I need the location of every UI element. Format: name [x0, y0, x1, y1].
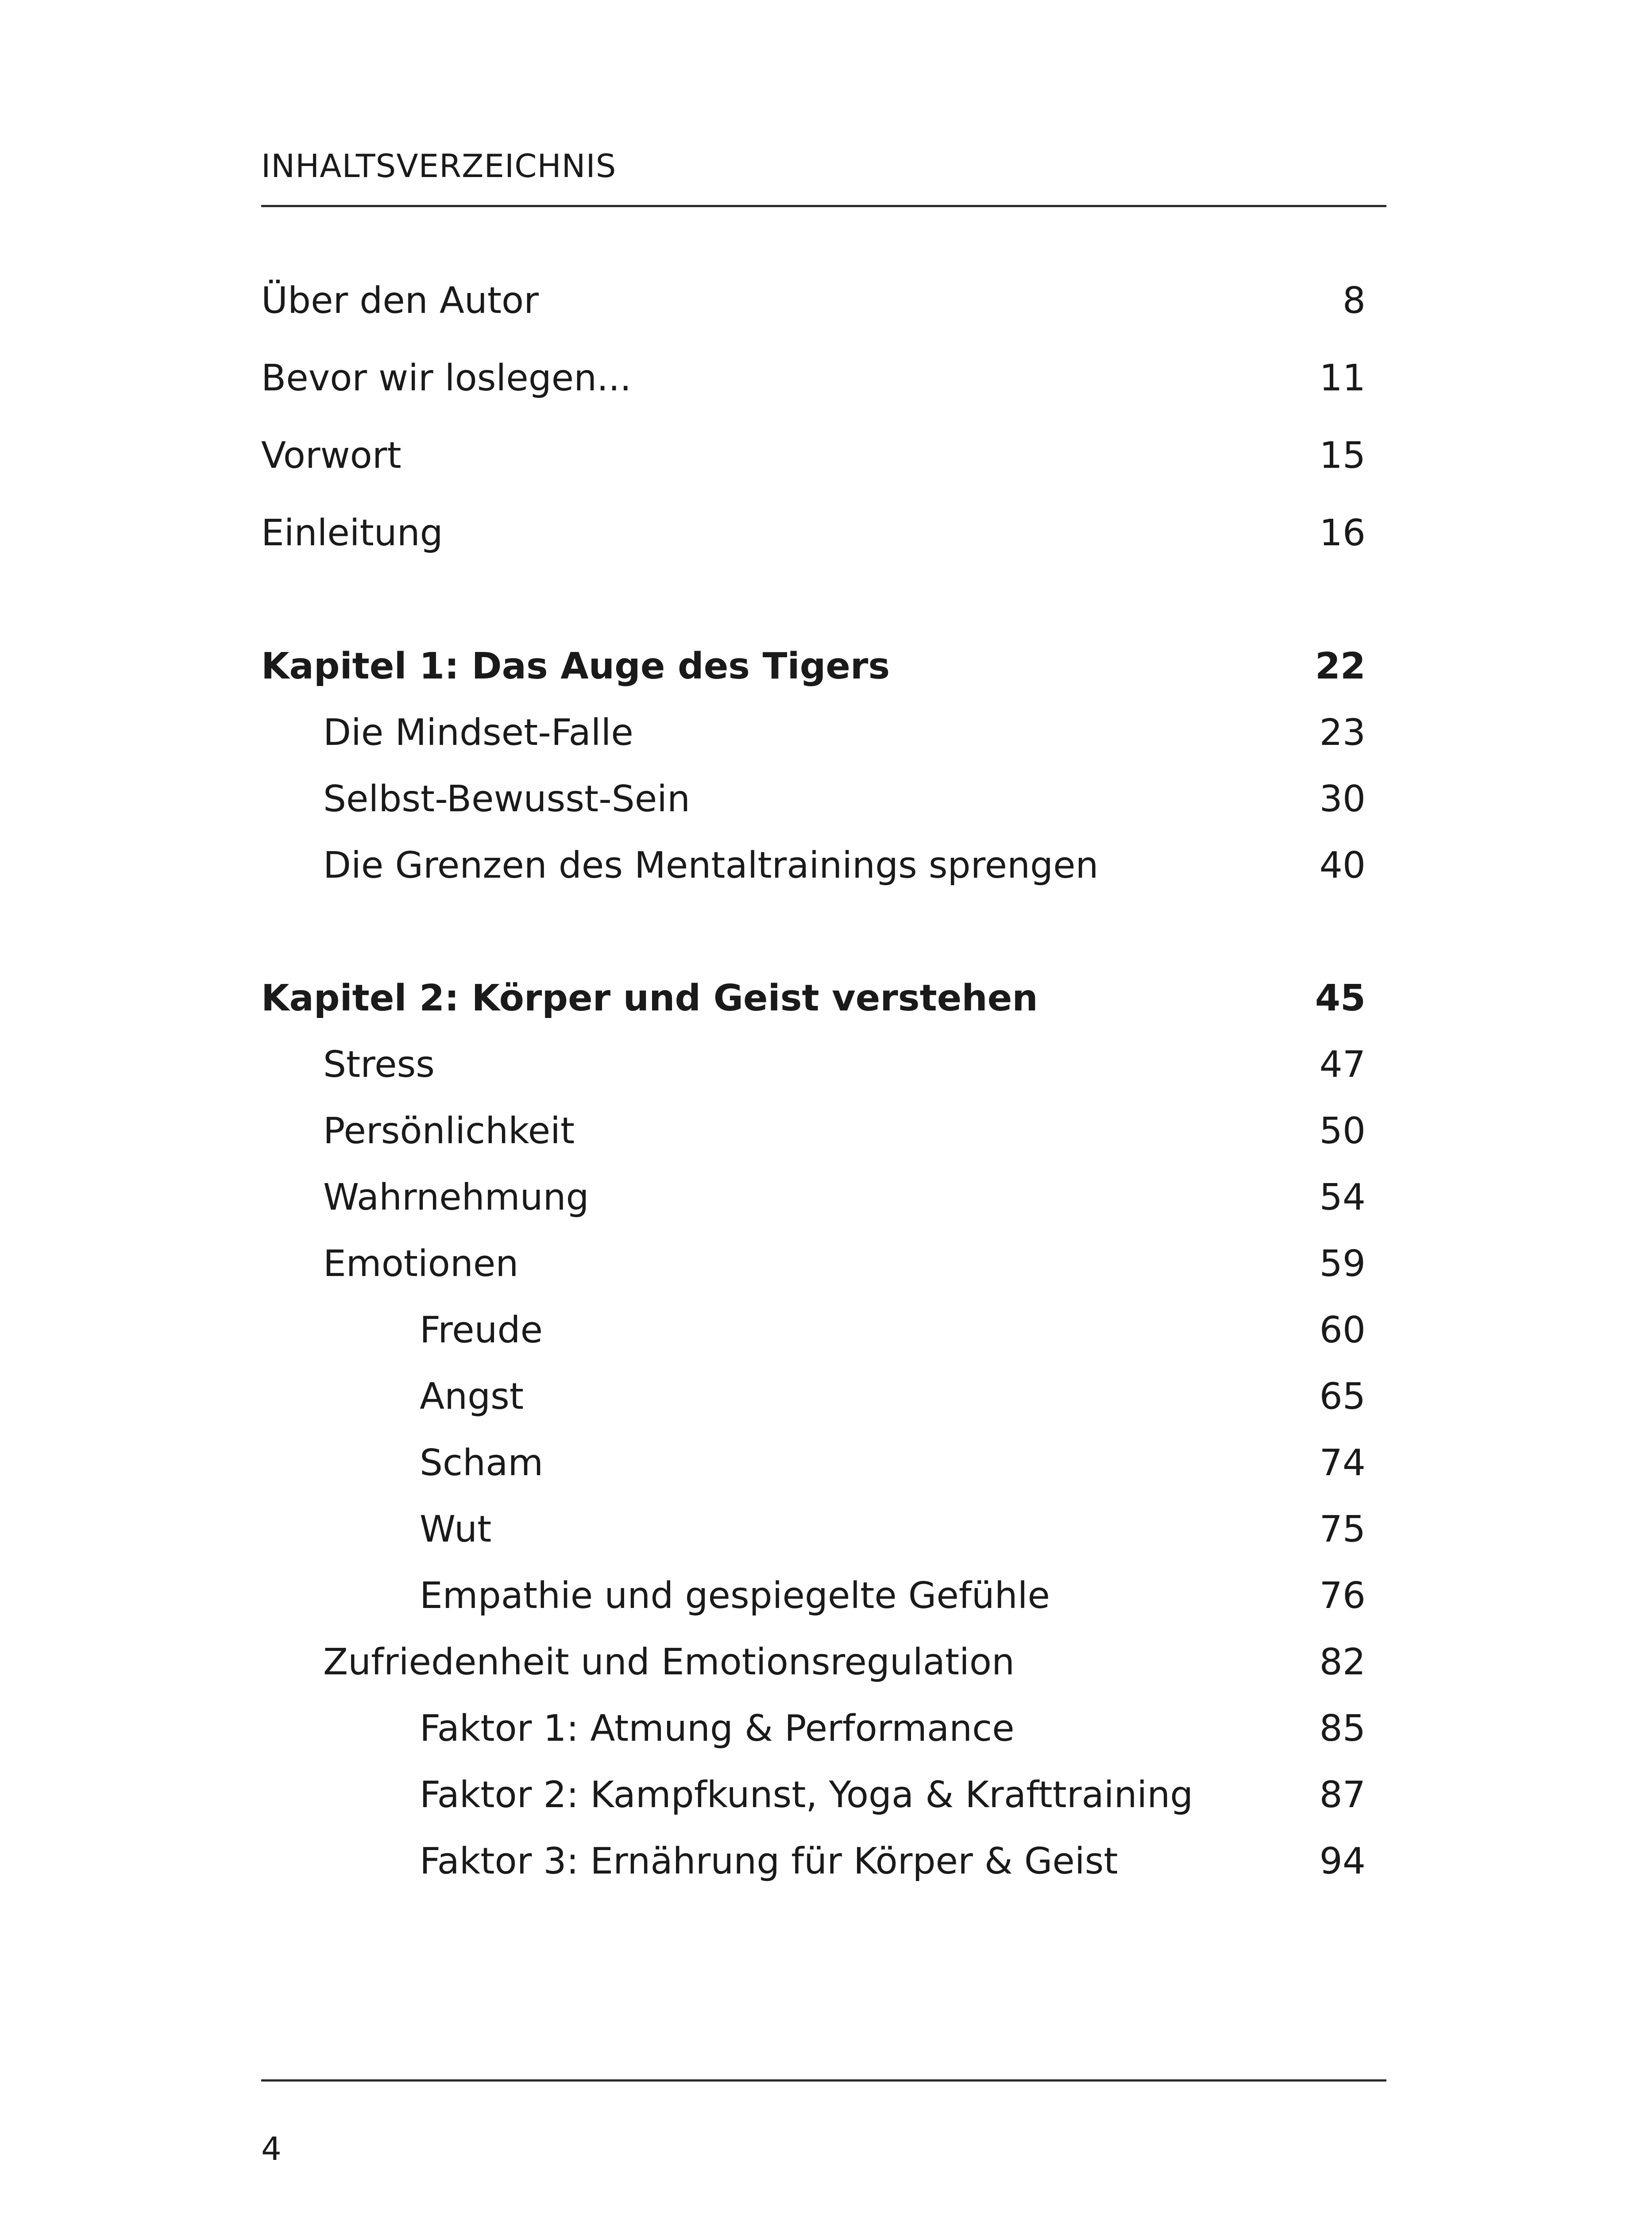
toc-entry-title: Faktor 2: Kampfkunst, Yoga & Krafttraining	[420, 1774, 1193, 1816]
chapter-page: 22	[1315, 645, 1366, 687]
chapter-page: 45	[1315, 977, 1366, 1019]
toc-entry-wut	[261, 1503, 1366, 1556]
header-divider	[261, 205, 1386, 207]
footer-divider	[261, 2079, 1386, 2082]
toc-entry-page: 76	[1319, 1575, 1366, 1617]
toc-entry-page: 8	[1342, 280, 1366, 322]
toc-entry-ueber-den-autor	[261, 274, 1366, 328]
toc-entry-faktor-2	[261, 1769, 1366, 1822]
toc-entry-grenzen-mentaltraining	[261, 839, 1366, 892]
toc-entry-scham	[261, 1437, 1366, 1490]
chapter-title: Kapitel 1: Das Auge des Tigers	[261, 645, 890, 687]
toc-entry-wahrnehmung	[261, 1171, 1366, 1224]
toc-entry-title: Über den Autor	[261, 280, 539, 322]
toc-entry-vorwort	[261, 429, 1366, 482]
toc-entry-page: 60	[1319, 1309, 1366, 1351]
toc-entry-page: 47	[1319, 1044, 1366, 1086]
chapter-title: Kapitel 2: Körper und Geist verstehen	[261, 977, 1038, 1019]
toc-entry-title: Wut	[420, 1508, 492, 1550]
toc-entry-title: Die Mindset-Falle	[323, 712, 633, 754]
toc-entry-page: 74	[1319, 1442, 1366, 1484]
toc-entry-page: 75	[1319, 1508, 1366, 1550]
toc-entry-page: 23	[1319, 712, 1366, 754]
toc-chapter-2	[261, 972, 1366, 1025]
toc-entry-title: Scham	[420, 1442, 544, 1484]
toc-entry-page: 30	[1319, 778, 1366, 820]
toc-entry-title: Vorwort	[261, 435, 401, 477]
toc-entry-title: Persönlichkeit	[323, 1110, 575, 1152]
toc-entry-stress	[261, 1038, 1366, 1091]
toc-entry-empathie	[261, 1569, 1366, 1623]
toc-entry-page: 16	[1319, 512, 1366, 554]
toc-entry-page: 50	[1319, 1110, 1366, 1152]
toc-entry-title: Wahrnehmung	[323, 1176, 589, 1218]
toc-entry-emotionen	[261, 1238, 1366, 1291]
toc-entry-faktor-3	[261, 1835, 1366, 1888]
toc-entry-title: Angst	[420, 1376, 524, 1418]
toc-entry-angst	[261, 1370, 1366, 1423]
toc-entry-page: 65	[1319, 1376, 1366, 1418]
toc-entry-zufriedenheit	[261, 1636, 1366, 1689]
toc-entry-title: Faktor 3: Ernährung für Körper & Geist	[420, 1840, 1118, 1882]
toc-entry-persoenlichkeit	[261, 1105, 1366, 1158]
toc-entry-page: 87	[1319, 1774, 1366, 1816]
header-title: INHALTSVERZEICHNIS	[261, 147, 617, 185]
toc-entry-title: Zufriedenheit und Emotionsregulation	[323, 1641, 1015, 1683]
toc-entry-page: 11	[1319, 357, 1366, 399]
toc-entry-selbst-bewusst-sein	[261, 773, 1366, 826]
toc-entry-title: Einleitung	[261, 512, 443, 554]
toc-entry-page: 40	[1319, 844, 1366, 887]
toc-entry-mindset-falle	[261, 706, 1366, 760]
toc-entry-title: Faktor 1: Atmung & Performance	[420, 1708, 1015, 1750]
toc-entry-bevor-wir-loslegen	[261, 352, 1366, 405]
toc-entry-title: Bevor wir loslegen...	[261, 357, 632, 399]
toc-chapter-1	[261, 640, 1366, 693]
toc-entry-page: 85	[1319, 1708, 1366, 1750]
toc-entry-title: Selbst-Bewusst-Sein	[323, 778, 691, 820]
toc-entry-title: Empathie und gespiegelte Gefühle	[420, 1575, 1050, 1617]
page-number: 4	[261, 2130, 282, 2167]
toc-entry-faktor-1	[261, 1702, 1366, 1755]
toc-entry-title: Stress	[323, 1044, 435, 1086]
toc-entry-title: Die Grenzen des Mentaltrainings sprengen	[323, 844, 1099, 887]
toc-entry-page: 54	[1319, 1176, 1366, 1218]
toc-entry-einleitung	[261, 507, 1366, 560]
toc-entry-page: 82	[1319, 1641, 1366, 1683]
toc-entry-page: 59	[1319, 1243, 1366, 1285]
toc-entry-page: 94	[1319, 1840, 1366, 1882]
toc-entry-page: 15	[1319, 435, 1366, 477]
toc-entry-title: Emotionen	[323, 1243, 519, 1285]
toc-entry-freude	[261, 1304, 1366, 1357]
toc-entry-title: Freude	[420, 1309, 543, 1351]
